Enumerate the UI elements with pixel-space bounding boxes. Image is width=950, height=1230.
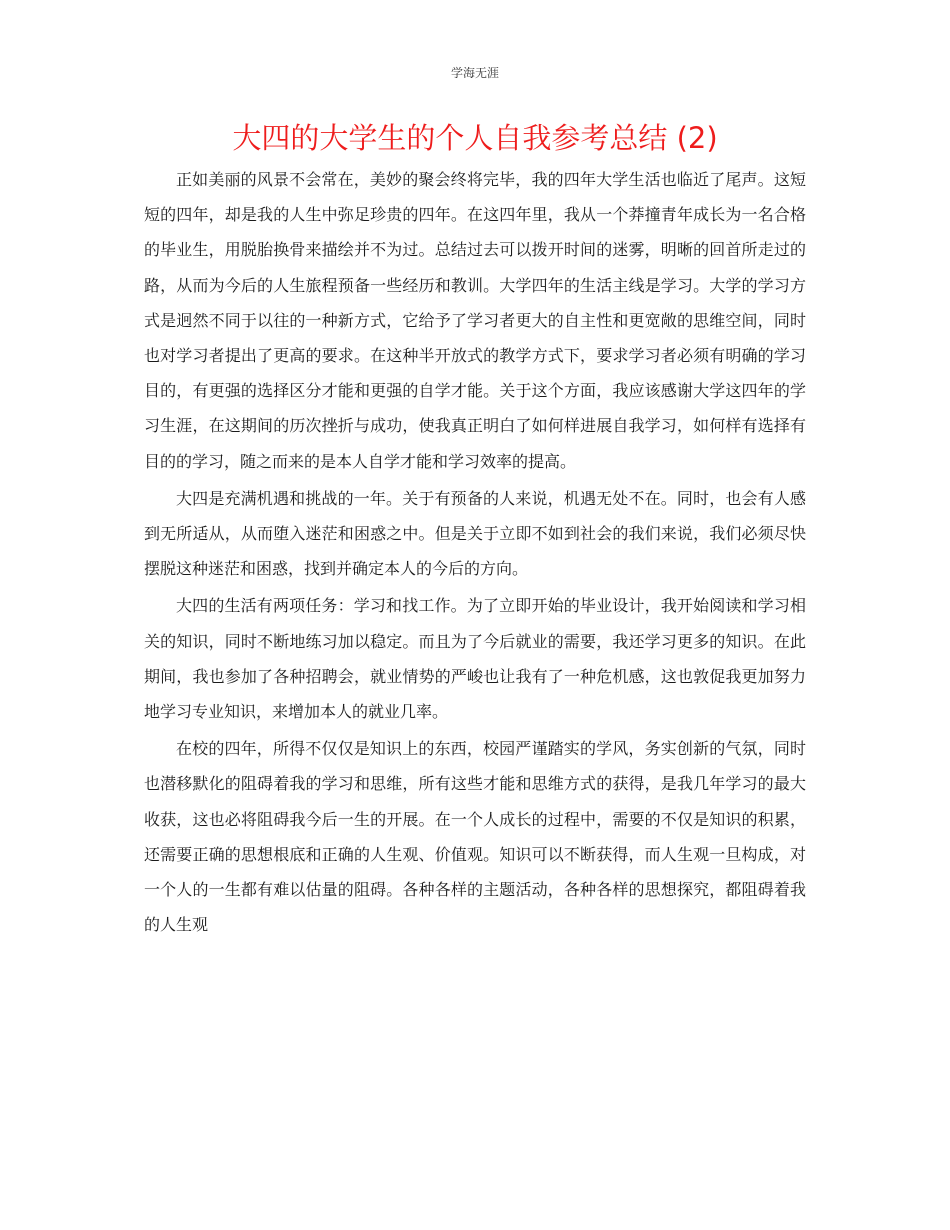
document-title: 大四的大学生的个人自我参考总结 (2) <box>232 121 718 155</box>
paragraph-2: 大四是充满机遇和挑战的一年。关于有预备的人来说，机遇无处不在。同时，也会有人感到无所适从，从而堕入迷茫和困惑之中。但是关于立即不如到社会的我们来说，我们必须尽快摆脱这种迷茫和困惑，找到并确定本人的今后的方向。 <box>144 488 806 579</box>
running-header: 学海无涯 <box>450 66 499 80</box>
paragraph-3: 大四的生活有两项任务：学习和找工作。为了立即开始的毕业设计，我开始阅读和学习相关的知识，同时不断地练习加以稳定。而且为了今后就业的需要，我还学习更多的知识。在此期间，我也参加了各种招聘会，就业情势的严峻也让我有了一种危机感，这也敦促我更加努力地学习专业知识，来增加本人的就业几率。 <box>144 596 806 722</box>
paragraph-4: 在校的四年，所得不仅仅是知识上的东西，校园严谨踏实的学风，务实创新的气氛，同时也潜移默化的阻碍着我的学习和思维，所有这些才能和思维方式的获得，是我几年学习的最大收获，这也必将阻碍我今后一生的开展。在一个人成长的过程中，需要的不仅是知识的积累，还需要正确的思想根底和正确的人生观、价值观。知识可以不断获得，而人生观一旦构成，对一个人的一生都有难以估量的阻碍。各种各样的主题活动，各种各样的思想探究，都阻碍着我的人生观 <box>144 739 806 935</box>
paragraph-1: 正如美丽的风景不会常在，美妙的聚会终将完毕，我的四年大学生活也临近了尾声。这短短的四年，却是我的人生中弥足珍贵的四年。在这四年里，我从一个莽撞青年成长为一名合格的毕业生，用脱胎换骨来描绘并不为过。总结过去可以拨开时间的迷雾，明晰的回首所走过的路，从而为今后的人生旅程预备一些经历和教训。大学四年的生活主线是学习。大学的学习方式是迥然不同于以往的一种新方式，它给予了学习者更大的自主性和更宽敞的思维空间，同时也对学习者提出了更高的要求。在这种半开放式的教学方式下，要求学习者必须有明确的学习目的，有更强的选择区分才能和更强的自学才能。关于这个方面，我应该感谢大学这四年的学习生涯，在这期间的历次挫折与成功，使我真正明白了如何样进展自我学习，如何样有选择有目的的学习，随之而来的是本人自学才能和学习效率的提高。 <box>144 170 806 471</box>
document-body <box>144 162 806 944</box>
